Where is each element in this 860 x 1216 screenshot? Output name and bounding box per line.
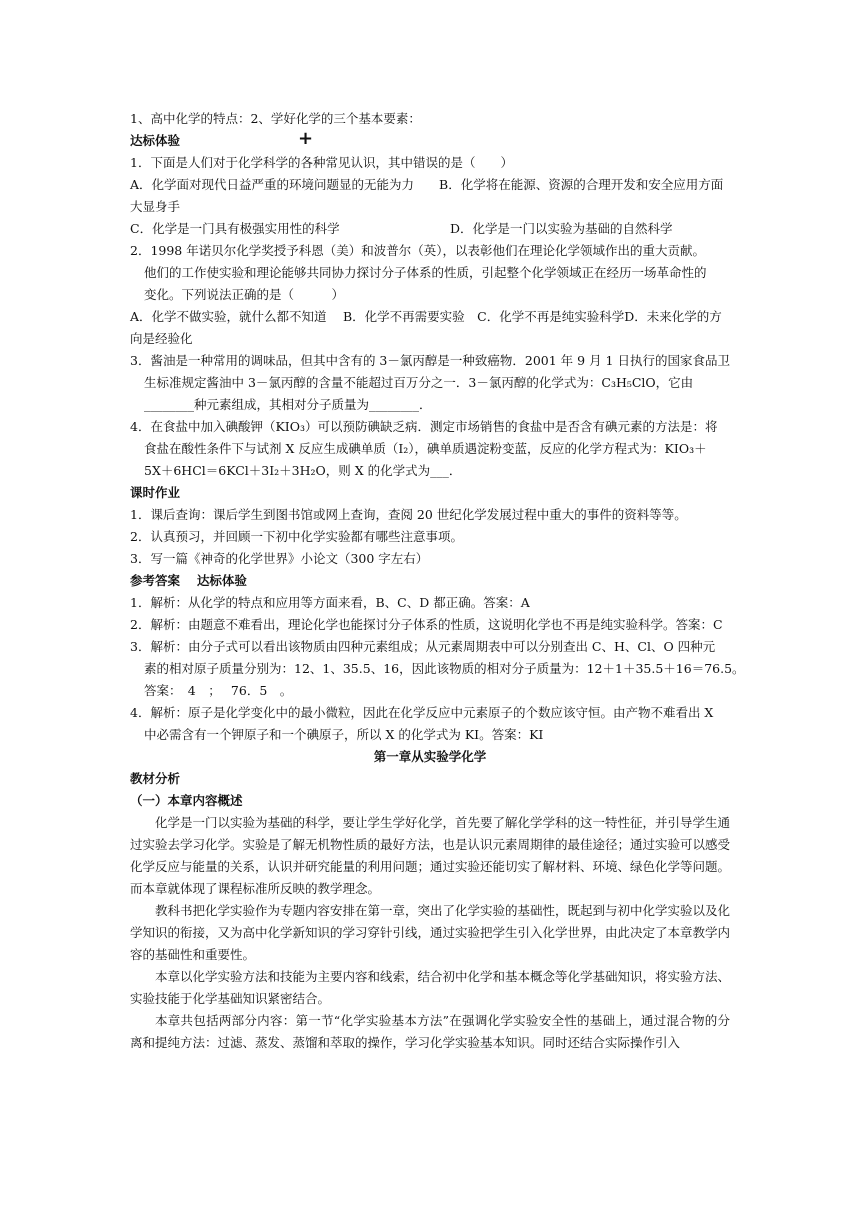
homework-1: 1．课后查询：课后学生到图书馆或网上查询，查阅 20 世纪化学发展过程中重大的事件的资料等等。 bbox=[130, 507, 687, 522]
question-2-line-1: 2．1998 年诺贝尔化学奖授予科恩（美）和波普尔（英），以表彰他们在理论化学领域作出的重大贡献。 bbox=[130, 243, 705, 258]
question-4-line-1: 4．在食盐中加入碘酸钾（KIO₃）可以预防碘缺乏病．测定市场销售的食盐中是否含有碘元素的方法是：将 bbox=[130, 419, 718, 434]
question-2-line-2: 他们的工作使实验和理论能够共同协力探讨分子体系的性质，引起整个化学领域正在经历一场革命性的 bbox=[144, 265, 707, 280]
question-1-option-d: D．化学是一门以实验为基础的自然科学 bbox=[450, 221, 673, 236]
heading-answers: 参考答案 达标体验 bbox=[130, 573, 247, 588]
question-2-options: A．化学不做实验，就什么都不知道 B．化学不再需要实验 C．化学不再是纯实验科学D．未来化学的方向是经验化 bbox=[130, 309, 722, 346]
heading-dabiao: 达标体验 bbox=[130, 133, 181, 148]
question-1-options-ab: A．化学面对现代日益严重的环境问题显的无能为力 B．化学将在能源、资源的合理开发和安全应用方面大显身手 bbox=[130, 177, 724, 214]
answer-2: 2．解析：由题意不难看出，理论化学也能探讨分子体系的性质，这说明化学也不再是纯实验科学。答案：C bbox=[130, 617, 723, 632]
answer-3-line-2: 素的相对原子质量分别为：12、1、35.5、16，因此该物质的相对分子质量为：12＋1＋35.5＋16＝76.5。 bbox=[144, 661, 745, 676]
chapter-title: 第一章从实验学化学 bbox=[373, 749, 487, 764]
question-3-line-3: ________种元素组成，其相对分子质量为________． bbox=[144, 397, 432, 412]
paragraph-1: 化学是一门以实验为基础的科学，要让学生学好化学，首先要了解化学学科的这一特性征，并引导学生通过实验去学习化学。实验是了解无机物性质的最好方法，也是认识元素周期律的最佳途径；通过实验可以感受化学反应与能量的关系，认识并研究能量的利用问题；通过实验还能切实了解材料、环境、绿色化学等问题。而本章就体现了课程标准所反映的教学理念。 bbox=[130, 815, 731, 896]
paragraph-2: 教科书把化学实验作为专题内容安排在第一章，突出了化学实验的基础性，既起到与初中化学实验以及化学知识的衔接，又为高中化学新知识的学习穿针引线，通过实验把学生引入化学世界，由此决定了本章教学内容的基础性和重要性。 bbox=[130, 903, 731, 962]
question-3-line-2: 生标准规定酱油中 3－氯丙醇的含量不能超过百万分之一．3－氯丙醇的化学式为：C₃H₅ClO，它由 bbox=[144, 375, 694, 390]
document-page bbox=[130, 108, 745, 1054]
heading-keshi: 课时作业 bbox=[130, 485, 181, 500]
answer-3-line-3: 答案： 4 ； 76．5 。 bbox=[144, 683, 293, 698]
question-2-line-3: 变化。下列说法正确的是（ ） bbox=[144, 287, 345, 302]
question-3-line-1: 3．酱油是一种常用的调味品，但其中含有的 3－氯丙醇是一种致癌物．2001 年 9 月 1 日执行的国家食品卫 bbox=[130, 353, 730, 368]
question-4-line-2: 食盐在酸性条件下与试剂 X 反应生成碘单质（I₂），碘单质遇淀粉变蓝，反应的化学方程式为：KIO₃＋ bbox=[144, 441, 707, 456]
paragraph-3: 本章以化学实验方法和技能为主要内容和线索，结合初中化学和基本概念等化学基础知识，将实验方法、实验技能于化学基础知识紧密结合。 bbox=[130, 969, 731, 1006]
answer-4-line-1: 4．解析：原子是化学变化中的最小微粒，因此在化学反应中元素原子的个数应该守恒。由产物不难看出 X bbox=[130, 705, 714, 720]
heading-jiaocai: 教材分析 bbox=[130, 771, 181, 786]
homework-3: 3．写一篇《神奇的化学世界》小论文（300 字左右） bbox=[130, 551, 429, 566]
subheading-overview: （一）本章内容概述 bbox=[130, 793, 243, 808]
plus-mark: + bbox=[298, 128, 314, 149]
question-1: 1．下面是人们对于化学科学的各种常见认识，其中错误的是（ ） bbox=[130, 155, 513, 170]
homework-2: 2．认真预习，并回顾一下初中化学实验都有哪些注意事项。 bbox=[130, 529, 463, 544]
question-1-options-cd bbox=[130, 218, 730, 240]
answer-3-line-1: 3．解析：由分子式可以看出该物质由四种元素组成；从元素周期表中可以分别查出 C、H、Cl、O 四种元 bbox=[130, 639, 716, 654]
answer-1: 1．解析：从化学的特点和应用等方面来看，B、C、D 都正确。答案：A bbox=[130, 595, 530, 610]
paragraph-4: 本章共包括两部分内容：第一节“化学实验基本方法”在强调化学实验安全性的基础上，通过混合物的分离和提纯方法：过滤、蒸发、蒸馏和萃取的操作，学习化学实验基本知识。同时还结合实际操作引入 bbox=[130, 1013, 730, 1050]
question-1-option-c: C．化学是一门具有极强实用性的科学 bbox=[130, 221, 340, 236]
intro-line: 1、高中化学的特点：2、学好化学的三个基本要素： bbox=[130, 111, 421, 126]
question-4-line-3: 5X＋6HCl＝6KCl＋3I₂＋3H₂O，则 X 的化学式为___． bbox=[144, 463, 462, 478]
answer-4-line-2: 中必需含有一个钾原子和一个碘原子，所以 X 的化学式为 KI。答案：KI bbox=[144, 727, 544, 742]
